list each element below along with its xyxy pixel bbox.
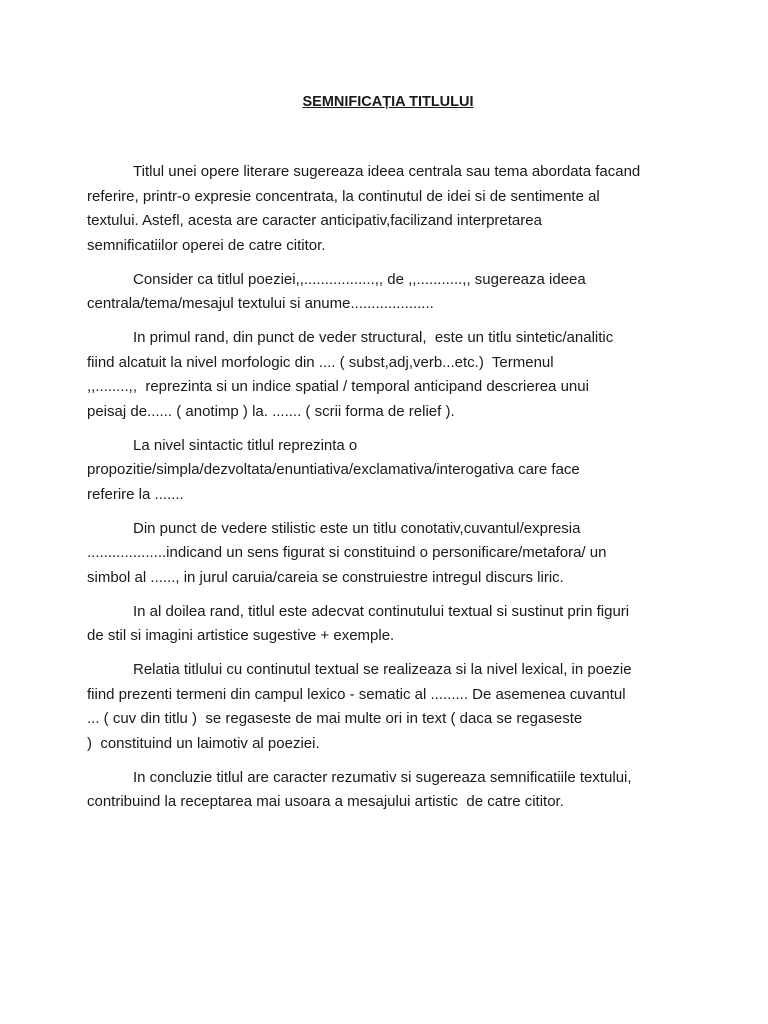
paragraph-line: simbol al ......, in jurul caruia/careia se construiestre intregul discurs liric.: [87, 568, 564, 586]
paragraph-line: centrala/tema/mesajul textului si anume....................: [87, 295, 434, 312]
paragraph-line: In concluzie titlul are caracter rezumativ si sugereaza semnificatiile textului,: [133, 768, 632, 786]
paragraph-line: de stil si imagini artistice sugestive + exemple.: [87, 627, 395, 644]
paragraph-line: fiind prezenti termeni din campul lexico - sematic al ......... De asemenea cuvantul: [87, 685, 626, 703]
paragraph-line: In al doilea rand, titlul este adecvat continutului textual si sustinut prin figuri: [133, 602, 630, 620]
paragraph-line: fiind alcatuit la nivel morfologic din .... ( subst,adj,verb...etc.) Termenul: [87, 353, 554, 371]
paragraph-line: referire la .......: [87, 485, 184, 503]
paragraph-line: peisaj de...... ( anotimp ) la. ....... ( scrii forma de relief ).: [87, 402, 455, 420]
paragraph-line: textului. Astefl, acesta are caracter anticipativ,facilizand interpretarea: [87, 212, 542, 229]
document-body: [87, 160, 687, 824]
paragraph-line: La nivel sintactic titlul reprezinta o: [133, 436, 358, 454]
paragraph-line: ,,........,, reprezinta si un indice spatial / temporal anticipand descrierea unui: [87, 378, 589, 395]
paragraph: [87, 766, 687, 815]
paragraph: [87, 434, 687, 508]
paragraph-line: Din punct de vedere stilistic este un titlu conotativ,cuvantul/expresia: [133, 519, 581, 537]
paragraph: [87, 326, 687, 424]
paragraph-line: semnificatiilor operei de catre cititor.: [87, 236, 326, 254]
document-title: SEMNIFICAȚIA TITLULUI: [302, 94, 474, 110]
paragraph-line: ...................indicand un sens figurat si constituind o personificare/metafora/ un: [87, 544, 607, 561]
paragraph-line: Relatia titlului cu continutul textual se realizeaza si la nivel lexical, in poezie: [133, 661, 632, 678]
paragraph-line: In primul rand, din punct de veder structural, este un titlu sintetic/analitic: [133, 329, 614, 346]
paragraph-line: referire, printr-o expresie concentrata, la continutul de idei si de sentimente al: [87, 187, 600, 205]
paragraph-line: ) constituind un laimotiv al poeziei.: [87, 734, 320, 752]
paragraph-line: ... ( cuv din titlu ) se regaseste de mai multe ori in text ( daca se regaseste: [87, 710, 583, 727]
paragraph: [87, 160, 687, 258]
paragraph: [87, 268, 687, 317]
paragraph: [87, 658, 687, 756]
paragraph: [87, 517, 687, 591]
paragraph-line: Titlul unei opere literare sugereaza ideea centrala sau tema abordata facand: [133, 163, 641, 180]
paragraph: [87, 600, 687, 649]
paragraph-line: propozitie/simpla/dezvoltata/enuntiativa/exclamativa/interogativa care face: [87, 461, 580, 478]
paragraph-line: Consider ca titlul poeziei,,.................,, de ,,...........,, sugereaza ideea: [133, 270, 586, 288]
paragraph-line: contribuind la receptarea mai usoara a mesajului artistic de catre cititor.: [87, 793, 564, 810]
